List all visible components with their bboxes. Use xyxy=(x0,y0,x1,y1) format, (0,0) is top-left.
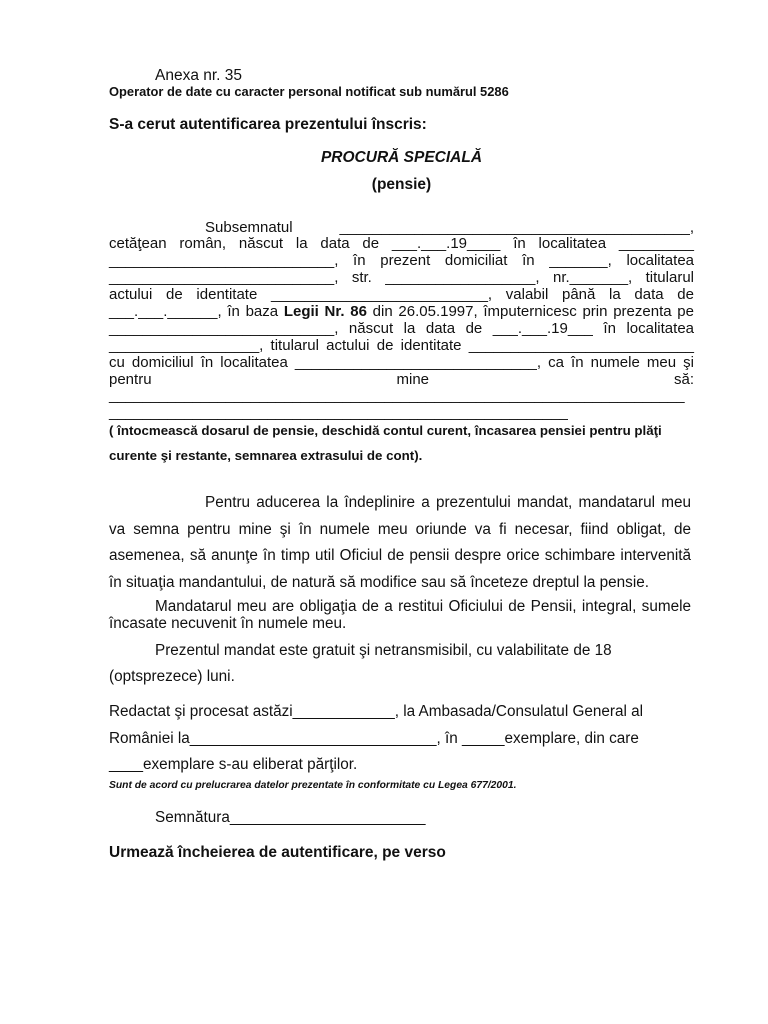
drafting-line: României la_____________________________, în _____exemplare, din care xyxy=(109,730,639,747)
declaration-line: actului de identitate __________________________, valabil până la data de xyxy=(109,286,694,304)
declaration-line-text: ___.___.______, în baza xyxy=(109,302,284,320)
authentication-follows-note: Urmează încheierea de autentificare, pe verso xyxy=(109,844,446,861)
data-consent-note: Sunt de acord cu prelucrarea datelor prezentate în conformitate cu Legea 677/2001. xyxy=(109,780,517,791)
restitution-clause-line: încasate necuvenit în numele meu. xyxy=(109,615,347,632)
declaration-line: pentru mine să: xyxy=(109,370,694,388)
declaration-line: cetăţean român, născut la data de ___.___.19____ în localitatea _________ xyxy=(109,235,694,253)
declaration-line: ___________________________, născut la data de ___.___.19___ în localitatea xyxy=(109,319,694,337)
declaration-line-legal-basis xyxy=(109,304,694,321)
restitution-clause-line: Mandatarul meu are obligaţia de a restitui Oficiului de Pensii, integral, sumele xyxy=(155,598,691,615)
document-title: PROCURĂ SPECIALĂ xyxy=(320,149,483,166)
mandate-purpose-line: ( întocmească dosarul de pensie, deschidă contul curent, încasarea pensiei pentru plăţi xyxy=(109,423,662,438)
declaration-line: ___________________________, în prezent domiciliat în _______, localitatea xyxy=(109,252,694,270)
drafting-line: Redactat şi procesat astăzi____________, la Ambasada/Consulatul General al xyxy=(109,703,644,720)
declaration-line: cu domiciliul în localitatea _____________________________, ca în numele meu şi xyxy=(109,353,694,371)
drafting-line: ____exemplare s-au eliberat părţilor. xyxy=(109,756,358,773)
blank-fill-line: _____________________________________________________________________ xyxy=(109,387,685,405)
declaration-line-text: din 26.05.1997, împuternicesc prin prezenta pe xyxy=(366,302,694,320)
mandate-terms-line: Pentru aducerea la îndeplinire a prezentului mandat, mandatarul meu xyxy=(205,494,691,511)
declaration-line: Subsemnatul __________________________________________, xyxy=(205,218,694,236)
mandate-terms-line: în situaţia mandantului, de natură să modifice sau să înceteze dreptul la pensie. xyxy=(109,574,649,591)
blank-fill-line: _______________________________________________________ xyxy=(109,404,568,422)
declaration-paragraph xyxy=(109,220,694,423)
mandate-terms-line: asemenea, să anunţe în timp util Oficiul de pensii despre orice schimbare intervenită xyxy=(109,547,691,564)
document-subtitle: (pensie) xyxy=(371,176,432,193)
law-reference: Legii Nr. 86 xyxy=(283,302,367,320)
declaration-line: __________________, titularul actului de identitate ___________________________ xyxy=(109,336,694,354)
signature-line: Semnătura_______________________ xyxy=(155,809,426,826)
mandate-terms-line: va semna pentru mine şi în numele meu oriunde va fi necesar, fiind obligat, de xyxy=(109,521,691,538)
operator-notice: Operator de date cu caracter personal notificat sub numărul 5286 xyxy=(109,83,509,99)
mandate-purpose-line: curente şi restante, semnarea extrasului de cont). xyxy=(109,448,423,463)
authentication-request: S-a cerut autentificarea prezentului înscris: xyxy=(109,116,427,133)
declaration-line: ___________________________, str. __________________, nr._______, titularul xyxy=(109,269,694,287)
validity-clause-line: Prezentul mandat este gratuit şi netransmisibil, cu valabilitate de 18 xyxy=(155,642,612,659)
annex-number: Anexa nr. 35 xyxy=(155,67,243,84)
validity-clause-line: (optsprezece) luni. xyxy=(109,668,235,685)
